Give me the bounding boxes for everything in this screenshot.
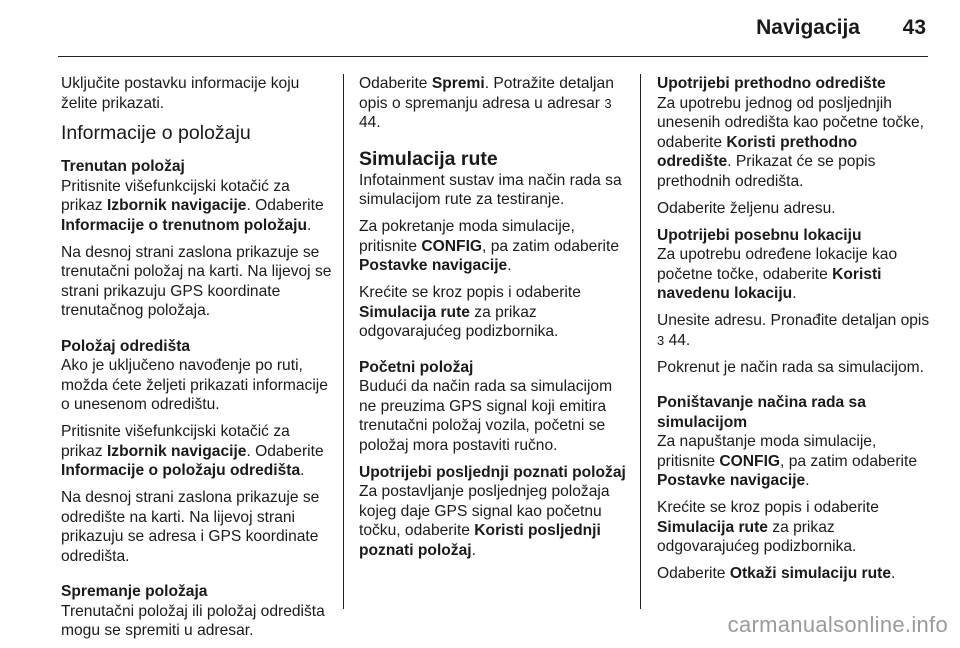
paragraph: Na desnoj strani zaslona prikazuje se trenutačni položaj na karti. Na lijevoj se strani prikazuju GPS koordinate trenutačnog položaja. [61,243,332,319]
paragraph: Krećite se kroz popis i odaberite Simulacija rute za prikaz odgovarajućeg podizbornika. [359,284,581,340]
paragraph: Pritisnite višefunkcijski kotačić za prikaz Izbornik navigacije. Odaberite Informacije o položaju odredišta. [61,423,324,479]
paragraph: Odaberite Spremi. Potražite detaljan opis o spremanju adresa u adresar 3 44. [359,75,614,131]
column-2 [359,74,631,568]
subheading: Upotrijebi prethodno odredište [657,75,886,92]
paragraph: Pritisnite višefunkcijski kotačić za prikaz Izbornik navigacije. Odaberite Informacije o trenutnom položaju. [61,177,324,234]
column-3 [657,74,933,591]
page-title: Navigacija [756,16,860,39]
paragraph: Uključite postavku informacije koju želite prikazati. [61,75,300,112]
paragraph: Za napuštanje moda simulacije, pritisnite CONFIG, pa zatim odaberite Postavke navigacije. [657,433,918,489]
paragraph: Za pokretanje moda simulacije, pritisnite CONFIG, pa zatim odaberite Postavke navigacije. [359,218,620,274]
paragraph: Krećite se kroz popis i odaberite Simulacija rute za prikaz odgovarajućeg podizbornika. [657,499,879,555]
paragraph: Za postavljanje posljednjeg položaja kojeg daje GPS signal kao početnu točku, odaberite Koristi posljednji poznati položaj. [359,483,610,559]
subheading: Položaj odredišta [61,337,191,355]
paragraph: Budući da način rada sa simulacijom ne preuzima GPS signal koji emitira trenutačni položaj vozila, početni se položaj mora postaviti ručno. [359,378,613,454]
subheading: Upotrijebi posljednji poznati položaj [359,463,626,481]
page-number: 43 [902,16,926,39]
subheading: Upotrijebi posebnu lokaciju [657,226,862,244]
column-divider [343,74,344,609]
paragraph: Trenutačni položaj ili položaj odredišta mogu se spremiti u adresar. [61,602,325,639]
watermark: carmanualsonline.info [727,612,948,637]
paragraph: Na desnoj strani zaslona prikazuje se odredište na karti. Na lijevoj strani prikazuju se adresa i GPS koordinate odredišta. [61,489,320,565]
paragraph: Infotainment sustav ima način rada sa simulacijom rute za testiranje. [359,171,622,208]
section-heading: Informacije o položaju [61,122,251,144]
subheading: Početni položaj [359,358,474,376]
page-header [58,0,928,57]
cross-reference-arrow-icon: 3 [657,332,665,348]
paragraph: Za upotrebu određene lokacije kao početne točke, odaberite Koristi navedenu lokaciju. [657,246,898,302]
column-divider [640,74,641,609]
paragraph: Pokrenut je način rada sa simulacijom. [657,358,924,376]
subheading: Poništavanje načina rada sa simulacijom [657,394,866,431]
subheading: Trenutan položaj [61,158,185,175]
column-1 [61,74,333,648]
paragraph: Odaberite Otkaži simulaciju rute. [657,565,896,582]
paragraph: Za upotrebu jednog od posljednjih unesenih odredišta kao početne točke, odaberite Koristi prethodno odredište. Prikazat će se popis prethodnih odredišta. [657,94,925,190]
cross-reference-arrow-icon: 3 [604,95,612,111]
paragraph: Ako je uključeno navođenje po ruti, možda ćete željeti prikazati informacije o unesenom odredištu. [61,357,328,413]
subheading: Spremanje položaja [61,583,208,600]
paragraph: Odaberite željenu adresu. [657,199,836,217]
section-heading: Simulacija rute [359,147,498,170]
paragraph: Unesite adresu. Pronađite detaljan opis 3 44. [657,312,930,349]
